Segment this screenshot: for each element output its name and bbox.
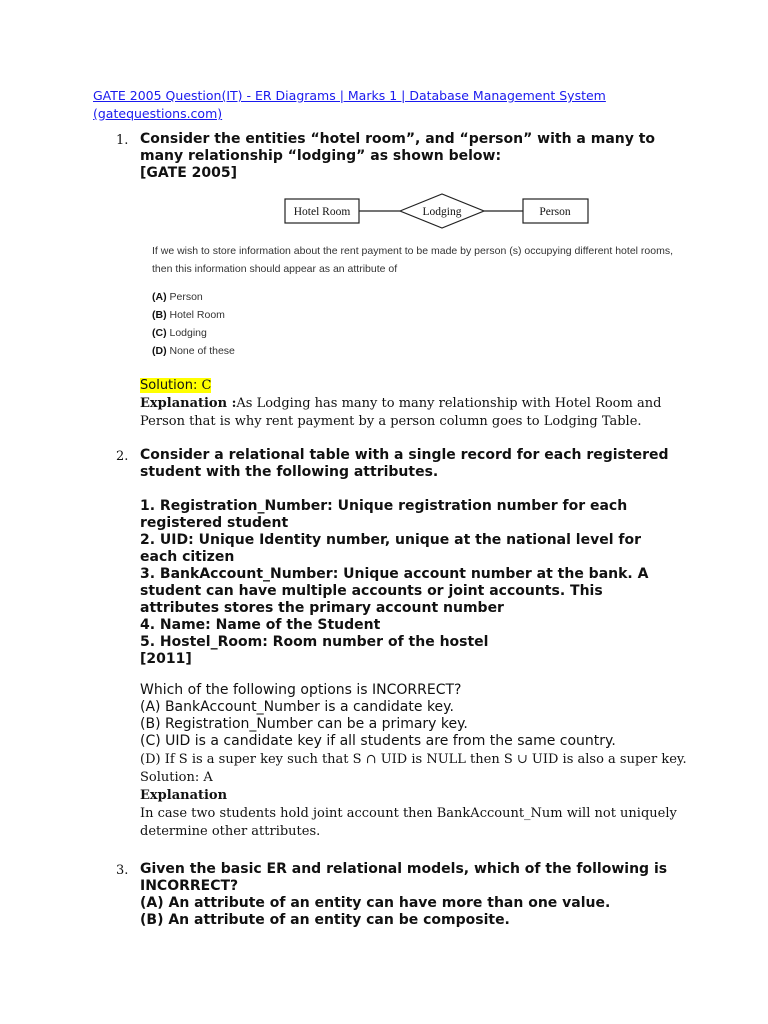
question-3-line: (B) An attribute of an entity can be composite. bbox=[140, 912, 510, 928]
question-2-options bbox=[140, 682, 700, 750]
question-3-number: 3. bbox=[116, 863, 129, 878]
er-diagram bbox=[283, 192, 593, 236]
solution-highlight: Solution: C bbox=[140, 378, 212, 393]
question-2-line: registered student bbox=[140, 515, 289, 531]
scanned-options bbox=[152, 288, 732, 360]
question-2-line: Consider a relational table with a single record for each registered bbox=[140, 447, 669, 463]
question-3-text bbox=[140, 861, 700, 929]
question-2-line bbox=[140, 481, 700, 498]
option-b: (B) Registration_Number can be a primary key. bbox=[140, 716, 468, 732]
entity-label-hotel-room: Hotel Room bbox=[293, 206, 351, 218]
question-3-line: Given the basic ER and relational models, which of the following is bbox=[140, 861, 668, 877]
question-2-line: 1. Registration_Number: Unique registration number for each bbox=[140, 498, 628, 514]
question-1-solution bbox=[140, 377, 680, 395]
question-2-line: student can have multiple accounts or joint accounts. This bbox=[140, 583, 603, 599]
explanation-label: Explanation bbox=[140, 788, 228, 803]
source-link[interactable] bbox=[93, 87, 606, 123]
question-2-line: student with the following attributes. bbox=[140, 464, 439, 480]
question-2-line: attributes stores the primary account number bbox=[140, 600, 504, 616]
question-1-line: [GATE 2005] bbox=[140, 165, 237, 181]
explanation-text: As Lodging has many to many relationship with Hotel Room and bbox=[236, 396, 662, 411]
scanned-question-text bbox=[152, 242, 732, 278]
option-b: (B) Hotel Room bbox=[152, 309, 225, 321]
question-2-number: 2. bbox=[116, 449, 129, 464]
question-1-text bbox=[140, 131, 700, 182]
option-c: (C) Lodging bbox=[152, 327, 207, 339]
scanned-line: then this information should appear as an attribute of bbox=[152, 263, 398, 275]
solution-text: Solution: A bbox=[140, 770, 213, 785]
explanation-label: Explanation : bbox=[140, 396, 237, 411]
option-d: (D) None of these bbox=[152, 345, 235, 357]
question-1-line: many relationship “lodging” as shown below: bbox=[140, 148, 502, 164]
question-2-solution-block bbox=[140, 751, 687, 841]
scanned-line: If we wish to store information about the rent payment to be made by person (s) occupying different hotel rooms, bbox=[152, 245, 673, 257]
explanation-text: determine other attributes. bbox=[140, 824, 321, 839]
entity-label-person: Person bbox=[539, 206, 571, 218]
question-2-line: 2. UID: Unique Identity number, unique at the national level for bbox=[140, 532, 641, 548]
question-1-line: Consider the entities “hotel room”, and “person” with a many to bbox=[140, 131, 656, 147]
option-c: (C) UID is a candidate key if all students are from the same country. bbox=[140, 733, 616, 749]
option-a: (A) BankAccount_Number is a candidate key. bbox=[140, 699, 454, 715]
question-2-prompt: Which of the following options is INCORRECT? bbox=[140, 682, 462, 698]
explanation-text: Person that is why rent payment by a person column goes to Lodging Table. bbox=[140, 414, 642, 429]
source-link-line-1[interactable]: GATE 2005 Question(IT) - ER Diagrams | Marks 1 | Database Management System bbox=[93, 88, 606, 103]
relationship-label-lodging: Lodging bbox=[422, 206, 462, 218]
explanation-text: In case two students hold joint account then BankAccount_Num will not uniquely bbox=[140, 806, 677, 821]
question-2-line: each citizen bbox=[140, 549, 235, 565]
er-diagram-svg bbox=[283, 192, 593, 232]
question-2-line: 5. Hostel_Room: Room number of the hostel bbox=[140, 634, 489, 650]
question-2-text bbox=[140, 447, 700, 668]
option-d: (D) If S is a super key such that S ∩ UID is NULL then S ∪ UID is also a super key. bbox=[140, 752, 687, 767]
question-2-line: 3. BankAccount_Number: Unique account number at the bank. A bbox=[140, 566, 649, 582]
question-1-explanation bbox=[140, 395, 680, 431]
option-a: (A) Person bbox=[152, 291, 203, 303]
question-1-number: 1. bbox=[116, 133, 129, 148]
question-3-line: (A) An attribute of an entity can have more than one value. bbox=[140, 895, 611, 911]
question-2-line: 4. Name: Name of the Student bbox=[140, 617, 381, 633]
question-2-line: [2011] bbox=[140, 651, 192, 667]
question-3-line: INCORRECT? bbox=[140, 878, 239, 894]
source-link-line-2[interactable]: (gatequestions.com) bbox=[93, 106, 223, 121]
